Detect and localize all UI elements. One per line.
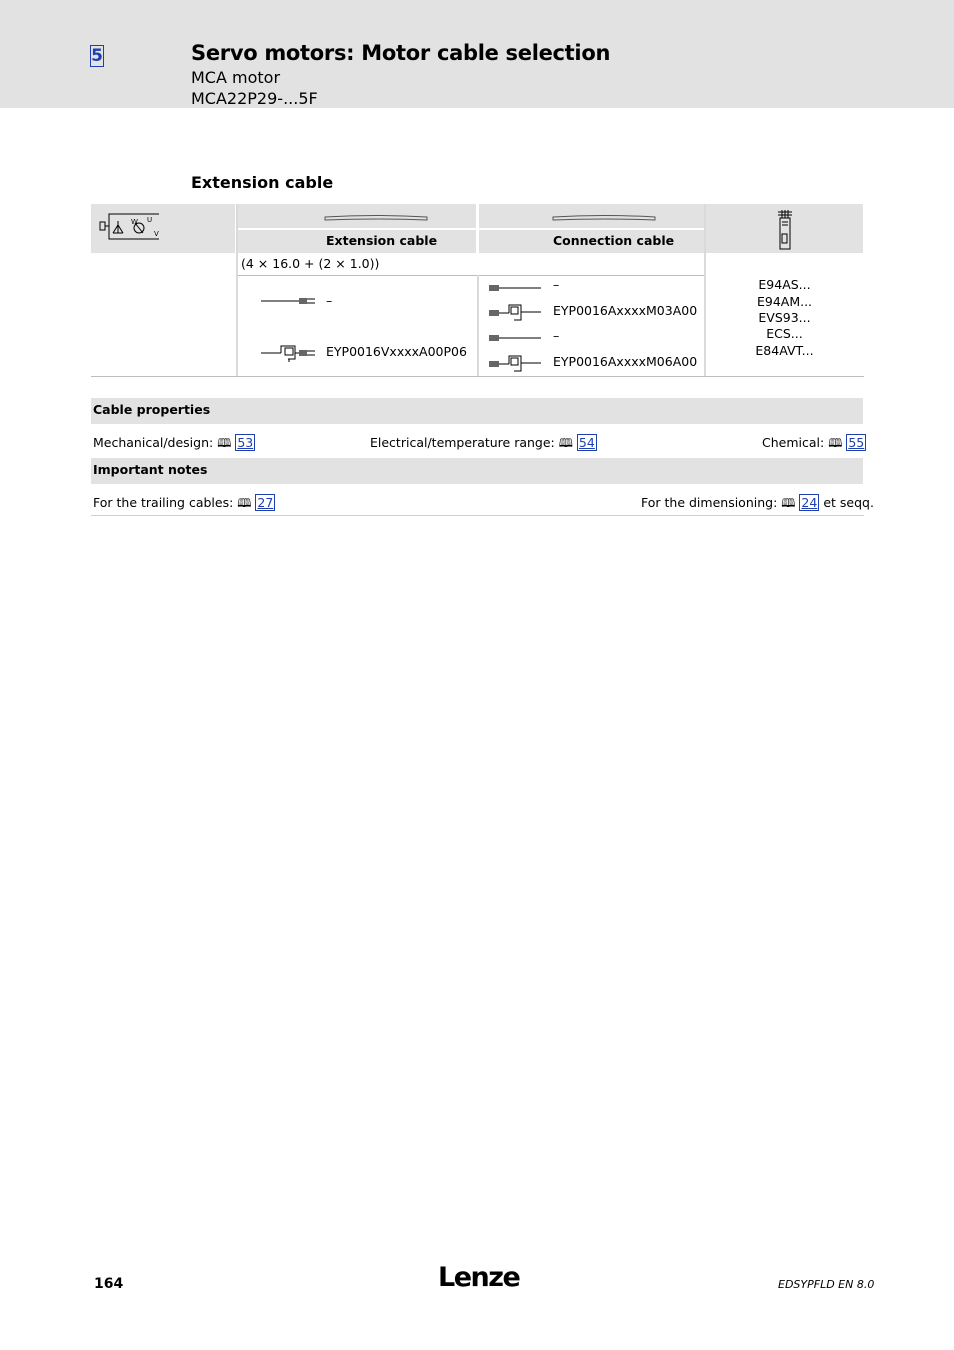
controller-item: E84AVT... <box>755 343 814 358</box>
connection-cable-option-1: – <box>553 277 560 292</box>
dimensioning-reference <box>641 494 874 515</box>
motor-symbol-cell <box>91 204 235 253</box>
chemical-label: Chemical: <box>762 435 825 450</box>
connection-cable-icon <box>489 283 541 293</box>
controller-symbol-cell <box>706 204 863 253</box>
dimensioning-label: For the dimensioning: <box>641 495 778 510</box>
trailing-cables-reference <box>93 494 275 515</box>
cable-properties-heading: Cable properties <box>93 402 211 417</box>
extension-cable-icon-cell <box>238 204 476 228</box>
svg-text:U: U <box>147 216 153 224</box>
extension-cable-header <box>238 230 476 253</box>
dimensioning-page-link[interactable]: 24 <box>801 495 818 510</box>
connection-cable-plug-icon <box>489 300 541 322</box>
cable-icon <box>552 214 656 222</box>
book-icon: 🕮 <box>781 496 796 510</box>
connection-cable-option-4: EYP0016AxxxxM06A00 <box>553 354 698 369</box>
page-subtitle-motor: MCA motor <box>191 68 281 87</box>
notes-bottom-rule <box>91 515 864 516</box>
motor-terminal-icon <box>99 213 159 243</box>
cable-without-plug-icon <box>261 295 317 307</box>
mechanical-label: Mechanical/design: <box>93 435 214 450</box>
section-heading: Extension cable <box>191 173 334 192</box>
book-icon: 🕮 <box>558 436 573 450</box>
extension-cable-with-plug: EYP0016VxxxxA00P06 <box>326 344 467 359</box>
extension-cable-label: Extension cable <box>326 233 438 248</box>
lenze-logo: Lenze <box>438 1262 520 1293</box>
controller-item: EVS93... <box>758 310 811 325</box>
electrical-label: Electrical/temperature range: <box>370 435 555 450</box>
table-bottom-rule <box>91 376 864 377</box>
mechanical-page-link[interactable]: 53 <box>237 435 254 450</box>
trailing-page-link[interactable]: 27 <box>257 495 274 510</box>
mechanical-reference <box>93 434 255 455</box>
important-notes-header <box>91 458 863 484</box>
page-number: 164 <box>94 1276 124 1292</box>
svg-text:V: V <box>154 230 159 238</box>
page-title: Servo motors: Motor cable selection <box>191 41 611 65</box>
connection-cable-header <box>479 230 704 253</box>
electrical-page-link[interactable]: 54 <box>578 435 595 450</box>
controller-item: E94AM... <box>756 294 813 309</box>
dimensioning-suffix: et seqq. <box>823 495 874 510</box>
controller-item: E94AS... <box>758 277 811 292</box>
trailing-label: For the trailing cables: <box>93 495 234 510</box>
book-icon: 🕮 <box>828 436 843 450</box>
cable-with-plug-icon <box>261 341 317 363</box>
extension-cable-no-plug: – <box>326 293 333 308</box>
column-divider <box>236 204 238 376</box>
svg-text:W: W <box>131 218 138 226</box>
connection-cable-option-2: EYP0016AxxxxM03A00 <box>553 303 698 318</box>
book-icon: 🕮 <box>237 496 252 510</box>
row-divider <box>238 275 704 276</box>
page-subtitle-model: MCA22P29-...5F <box>191 89 318 108</box>
connection-cable-plug-icon <box>489 351 541 373</box>
chemical-page-link[interactable]: 55 <box>848 435 865 450</box>
controller-item: ECS... <box>766 326 803 341</box>
connection-cable-icon <box>489 333 541 343</box>
cable-icon <box>324 214 428 222</box>
cable-cross-section: (4 × 16.0 + (2 × 1.0)) <box>241 256 380 271</box>
chapter-number-link[interactable]: 5 <box>91 46 103 66</box>
connection-cable-label: Connection cable <box>553 233 675 248</box>
connection-cable-icon-cell <box>479 204 704 228</box>
important-notes-heading: Important notes <box>93 462 208 477</box>
chemical-reference <box>762 434 866 455</box>
electrical-reference <box>370 434 597 455</box>
servo-controller-icon <box>777 210 793 250</box>
cable-properties-header <box>91 398 863 424</box>
column-divider <box>477 275 479 376</box>
document-id: EDSYPFLD EN 8.0 <box>778 1278 875 1291</box>
connection-cable-option-3: – <box>553 328 560 343</box>
book-icon: 🕮 <box>217 436 232 450</box>
